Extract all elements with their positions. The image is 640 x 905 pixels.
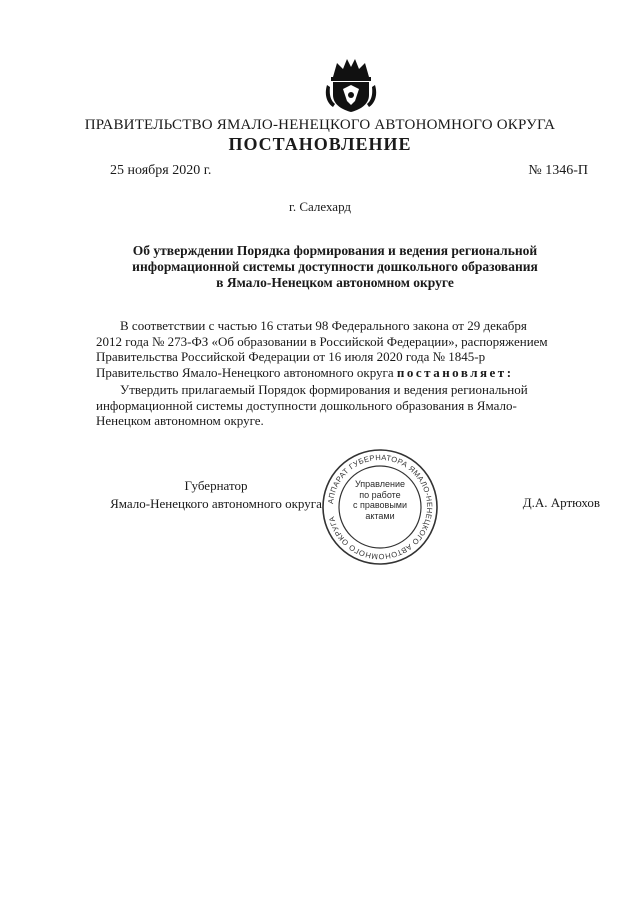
- body-line: 2012 года № 273-ФЗ «Об образовании в Российской Федерации», распоряжением: [96, 333, 548, 349]
- body-line: информационной системы доступности дошкольного образования в Ямало-: [96, 397, 517, 413]
- stamp-line: с правовыми: [352, 500, 408, 510]
- signatory-role-line: Ямало-Ненецкого автономного округа: [110, 496, 322, 511]
- body-line-text: Правительство Ямало-Ненецкого автономного округа: [96, 364, 394, 380]
- document-type: ПОСТАНОВЛЕНИЕ: [228, 134, 412, 154]
- resolves-word: постановляет:: [396, 364, 514, 380]
- stamp-inner-text: [342, 479, 418, 521]
- yamal-nenets-crest-icon: [325, 55, 377, 113]
- document-city: г. Салехард: [288, 199, 352, 214]
- body-paragraph: [96, 382, 602, 429]
- title-line: Об утверждении Порядка формирования и ведения региональной: [132, 243, 538, 258]
- stamp-line: по работе: [359, 489, 401, 500]
- body-line: Ненецком автономном округе.: [96, 413, 264, 428]
- signatory-name: Д.А. Артюхов: [522, 495, 600, 510]
- body-line: Утвердить прилагаемый Порядок формирования и ведения региональной: [120, 382, 528, 397]
- title-line: информационной системы доступности дошкольного образования: [132, 259, 538, 274]
- stamp-ring-text: АППАРАТ ГУБЕРНАТОРА ЯМАЛО-НЕНЕЦКОГО АВТОНОМНОГО ОКРУГА: [326, 452, 435, 562]
- stamp-line: актами: [365, 510, 395, 521]
- document-title: [110, 243, 560, 291]
- title-line: в Ямало-Ненецком автономном округе: [216, 275, 454, 290]
- stamp-line: Управление: [354, 479, 406, 489]
- body-line: Правительства Российской Федерации от 16 июля 2020 года № 1845-р: [96, 349, 486, 364]
- government-name: ПРАВИТЕЛЬСТВО ЯМАЛО-НЕНЕЦКОГО АВТОНОМНОГО ОКРУГА: [84, 117, 556, 133]
- body-line: [96, 365, 602, 381]
- signatory-role-line: Губернатор: [184, 478, 248, 493]
- document-date: 25 ноября 2020 г.: [110, 163, 212, 178]
- body-line: В соответствии с частью 16 статьи 98 Федерального закона от 29 декабря: [120, 318, 527, 333]
- body-paragraph: [96, 318, 602, 380]
- signatory-role: [96, 477, 336, 513]
- document-number: № 1346-П: [528, 163, 588, 178]
